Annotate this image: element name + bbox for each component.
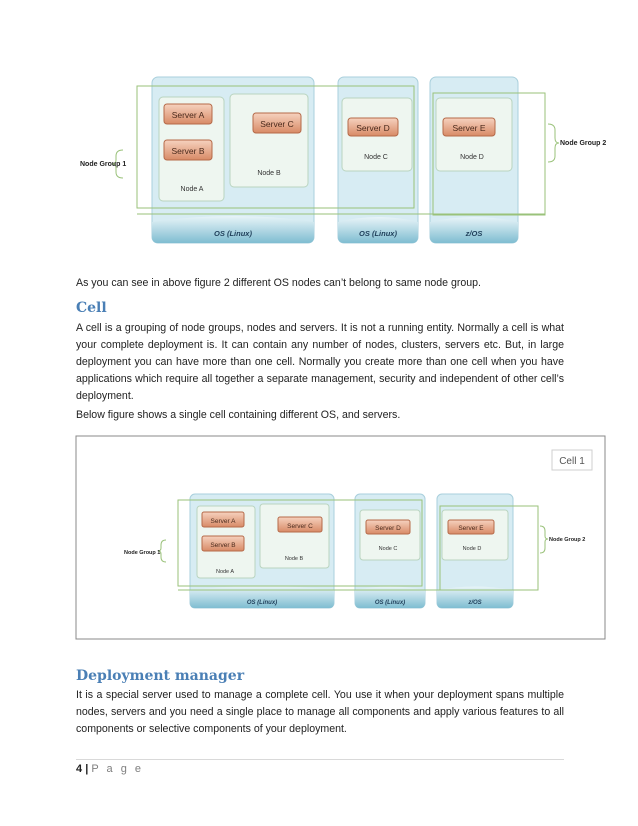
server-c-label: Server C (260, 119, 294, 129)
cell-heading: Cell (76, 300, 107, 316)
node-group-2-brace (548, 124, 559, 162)
server-b-label: Server B (171, 146, 205, 156)
node-b-label: Node B (257, 170, 281, 177)
zos-label: z/OS (465, 229, 483, 238)
node-d-label: Node D (460, 154, 484, 161)
figure-2-intro: Below figure shows a single cell containing different OS, and servers. (76, 409, 401, 421)
node-group-1-label: Node Group 1 (80, 161, 127, 168)
node-c-label: Node C (378, 546, 398, 552)
server-a-label: Server A (171, 110, 205, 120)
os-linux-2-label: OS (Linux) (374, 600, 406, 606)
node-c-box (360, 510, 420, 560)
node-a-label: Node A (215, 569, 235, 575)
server-e-label: Server E (452, 123, 486, 133)
footer-rule (76, 759, 564, 760)
cell-label: Cell 1 (559, 456, 585, 467)
page-word: P a g e (91, 763, 144, 775)
page-number: 4 (76, 763, 83, 775)
cell-frame (76, 436, 605, 639)
os-linux-1-label: OS (Linux) (214, 229, 252, 238)
deployment-manager-heading: Deployment manager (76, 668, 245, 684)
os-linux-2-label: OS (Linux) (359, 229, 397, 238)
node-d-box (442, 510, 508, 560)
server-a-label: Server A (210, 518, 236, 525)
server-e-label: Server E (458, 525, 484, 532)
server-d-label: Server D (375, 525, 401, 532)
deployment-manager-paragraph: It is a special server used to manage a complete cell. You use it when your deployment spans multiple nodes, servers and you need a single place to manage all components and apply various features to all components or selective components of your deployment. (76, 689, 564, 735)
zos-label: z/OS (468, 600, 482, 606)
node-a-label: Node A (180, 186, 204, 193)
figure-2-diagram (0, 430, 638, 642)
server-d-label: Server D (356, 123, 390, 133)
figure-1-caption: As you can see in above figure 2 different OS nodes can’t belong to same node group. (76, 277, 481, 289)
node-group-2-label: Node Group 2 (549, 537, 586, 543)
node-group-2-label: Node Group 2 (560, 140, 607, 147)
page-separator: | (85, 763, 89, 775)
server-b-label: Server B (210, 542, 236, 549)
node-group-1-label: Node Group 1 (124, 550, 161, 556)
figure-1-diagram (0, 0, 638, 260)
node-d-label: Node D (462, 546, 482, 552)
cell-paragraph: A cell is a grouping of node groups, nodes and servers. It is not a running entity. Normally a cell is what your complete deployment is. It can contain any number of nodes, clusters, servers etc. But, in large deployment you can have more than one cell. Normally you create more than one cell when you have applications which require all together a separate management, security and independent of other cell’s deployment. (76, 322, 564, 402)
page-footer (76, 763, 144, 775)
server-c-label: Server C (287, 523, 313, 530)
node-b-label: Node B (284, 556, 304, 562)
os-linux-1-label: OS (Linux) (246, 600, 278, 606)
node-c-label: Node C (364, 154, 388, 161)
